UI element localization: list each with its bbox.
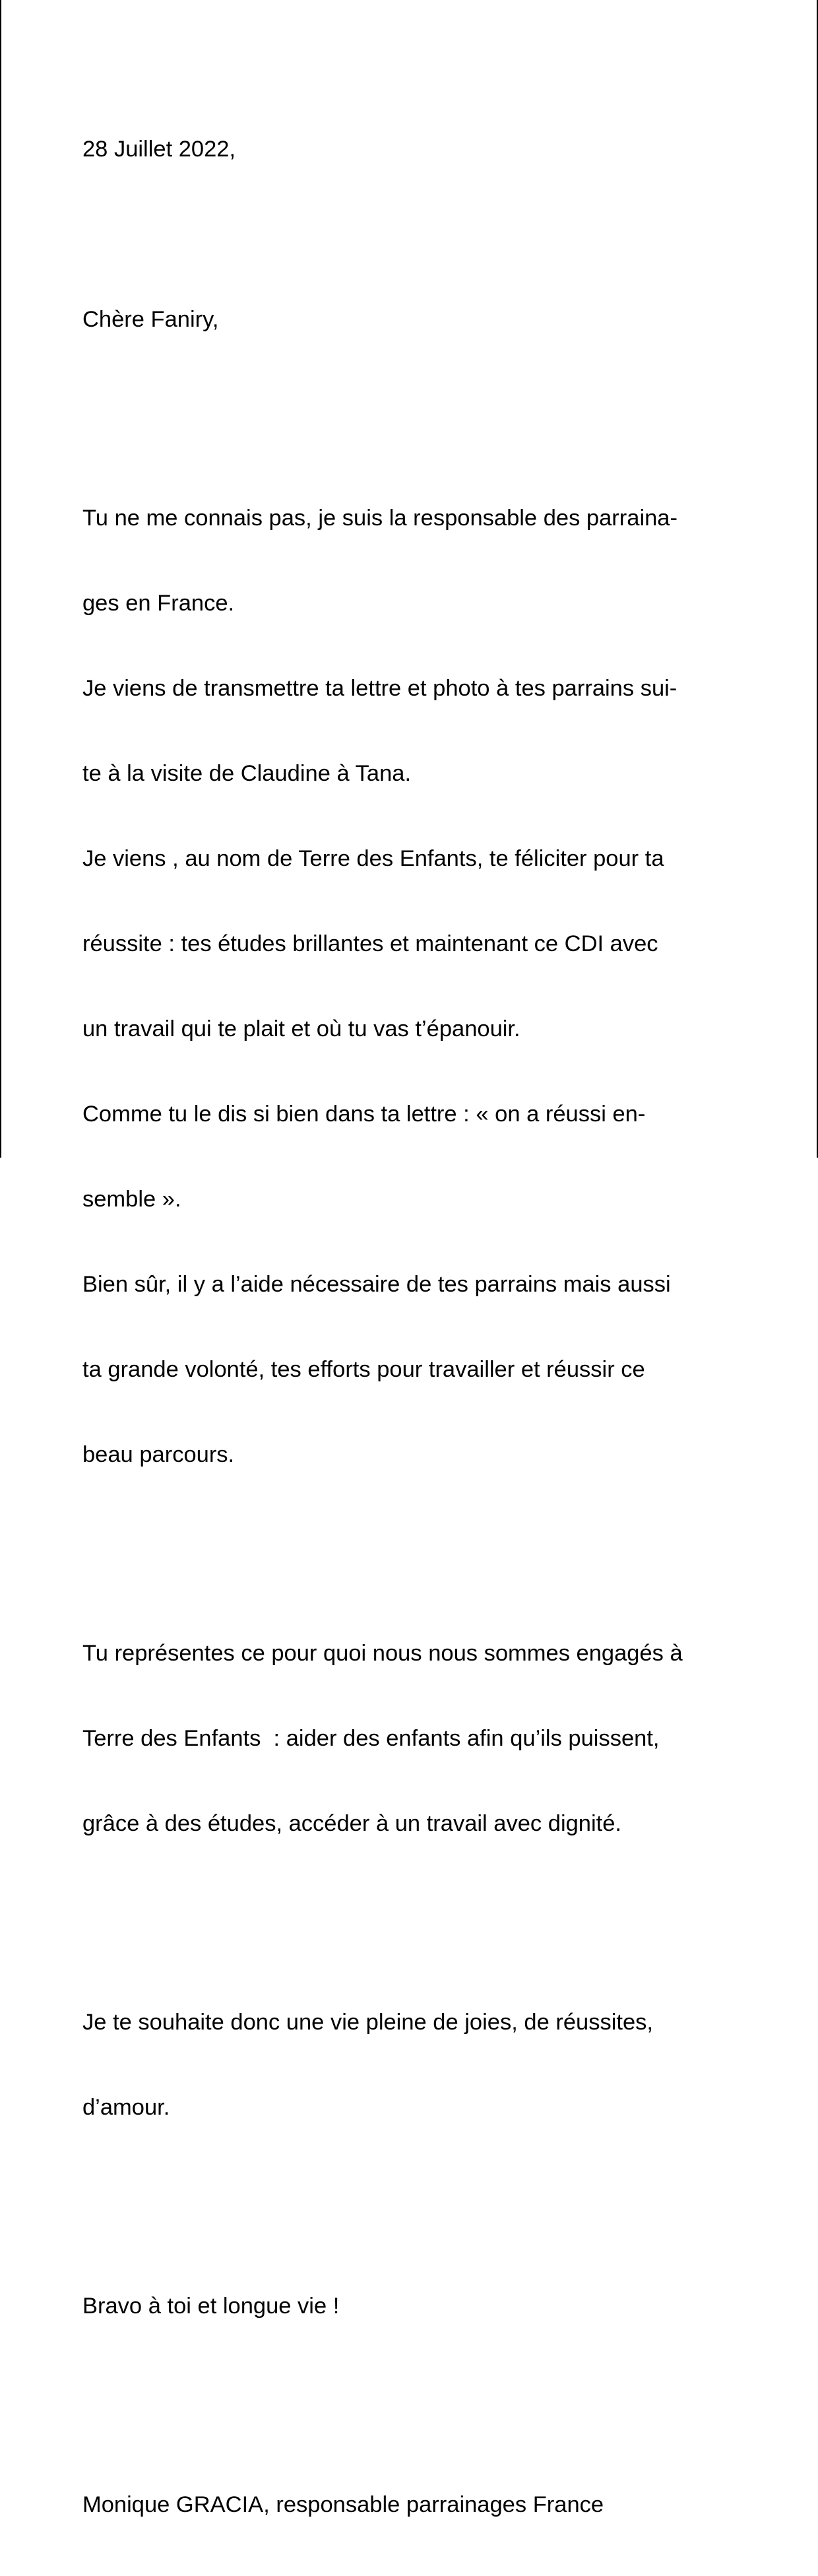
letter-body [82, 79, 742, 2576]
blank-line [82, 1526, 742, 1554]
paragraph-1-line: semble ». [82, 1187, 181, 1212]
paragraph-1-line: Tu ne me connais pas, je suis la responsable des parraina- [82, 506, 677, 531]
paragraph-1-line: te à la visite de Claudine à Tana. [82, 761, 412, 786]
paragraph-1-line: un travail qui te plait et où tu vas t’épanouir. [82, 1016, 520, 1041]
paragraph-1-line: Je viens de transmettre ta lettre et photo à tes parrains sui- [82, 676, 677, 701]
paragraph-1-line: ges en France. [82, 591, 235, 616]
paragraph-1-line: ta grande volonté, tes efforts pour travailler et réussir ce [82, 1357, 645, 1382]
paragraph-3-line: d’amour. [82, 2095, 170, 2120]
paragraph-2-line: Tu représentes ce pour quoi nous nous sommes engagés à [82, 1641, 683, 1666]
paragraph-3-line: Je te souhaite donc une vie pleine de joies, de réussites, [82, 2010, 653, 2035]
paragraph-1-line: Bien sûr, il y a l’aide nécessaire de tes parrains mais aussi [82, 1272, 671, 1297]
blank-line [82, 391, 742, 419]
letter-signature: Monique GRACIA, responsable parrainages France [82, 2492, 604, 2517]
paragraph-2-line: Terre des Enfants : aider des enfants afin qu’ils puissent, [82, 1726, 660, 1751]
blank-line [82, 1895, 742, 1923]
paragraph-2-line: grâce à des études, accéder à un travail avec dignité. [82, 1811, 621, 1836]
blank-line [82, 220, 742, 249]
paragraph-1-line: beau parcours. [82, 1442, 235, 1467]
paragraph-1-line: réussite : tes études brillantes et maintenant ce CDI avec [82, 931, 658, 956]
paragraph-1-line: Comme tu le dis si bien dans ta lettre : « on a réussi en- [82, 1102, 646, 1127]
blank-line [82, 2377, 742, 2406]
blank-line [82, 2179, 742, 2207]
letter-date: 28 Juillet 2022, [82, 137, 236, 162]
letter-salutation: Chère Faniry, [82, 307, 219, 332]
letter-closing: Bravo à toi et longue vie ! [82, 2294, 340, 2319]
paragraph-1-line: Je viens , au nom de Terre des Enfants, te féliciter pour ta [82, 846, 664, 871]
